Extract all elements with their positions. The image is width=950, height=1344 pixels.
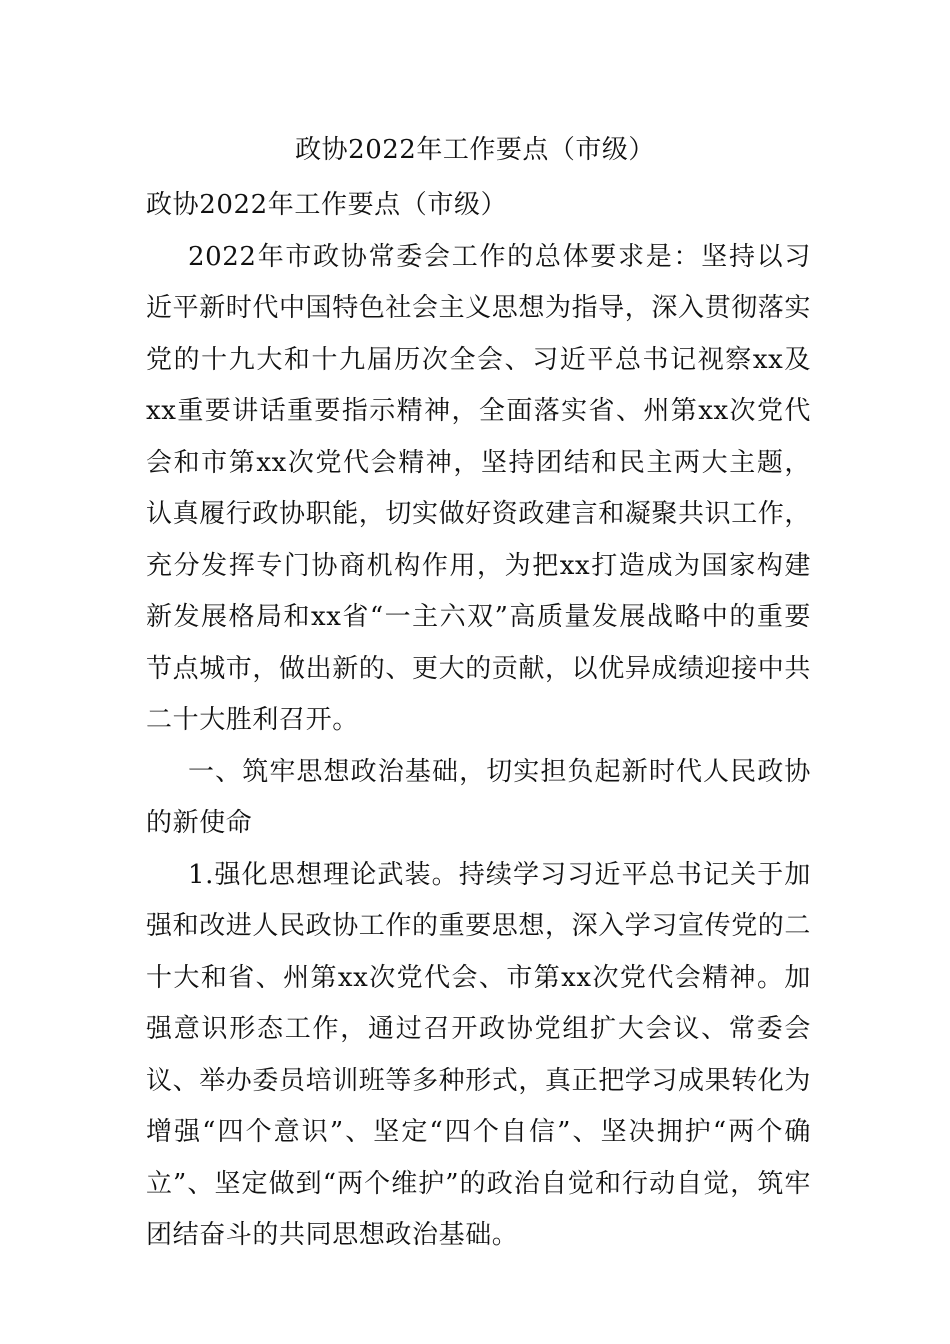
document-title: 政协2022年工作要点（市级） xyxy=(295,135,655,165)
document-body xyxy=(146,180,811,1262)
paragraph-general-requirements: 2022年市政协常委会工作的总体要求是：坚持以习近平新时代中国特色社会主义思想为指导，深入贯彻落实党的十九大和十九届历次全会、习近平总书记视察xx及xx重要讲话重要指示精神，全面落实省、州第xx次党代会和市第xx次党代会精神，坚持团结和民主两大主题，认真履行政协职能，切实做好资政建言和凝聚共识工作，充分发挥专门协商机构作用，为把xx打造成为国家构建新发展格局和xx省“一主六双”高质量发展战略中的重要节点城市，做出新的、更大的贡献，以优异成绩迎接中共二十大胜利召开。 xyxy=(146,241,812,735)
section-heading-1: 一、筑牢思想政治基础，切实担负起新时代人民政协的新使命 xyxy=(146,756,811,838)
document-subtitle: 政协2022年工作要点（市级） xyxy=(146,190,508,220)
paragraph-item-1: 1.强化思想理论武装。持续学习习近平总书记关于加强和改进人民政协工作的重要思想，深入学习宣传党的二十大和省、州第xx次党代会、市第xx次党代会精神。加强意识形态工作，通过召开政协党组扩大会议、常委会议、举办委员培训班等多种形式，真正把学习成果转化为增强“四个意识”、坚定“四个自信”、坚决拥护“两个确立”、坚定做到“两个维护”的政治自觉和行动自觉，筑牢团结奋斗的共同思想政治基础。 xyxy=(146,859,812,1250)
